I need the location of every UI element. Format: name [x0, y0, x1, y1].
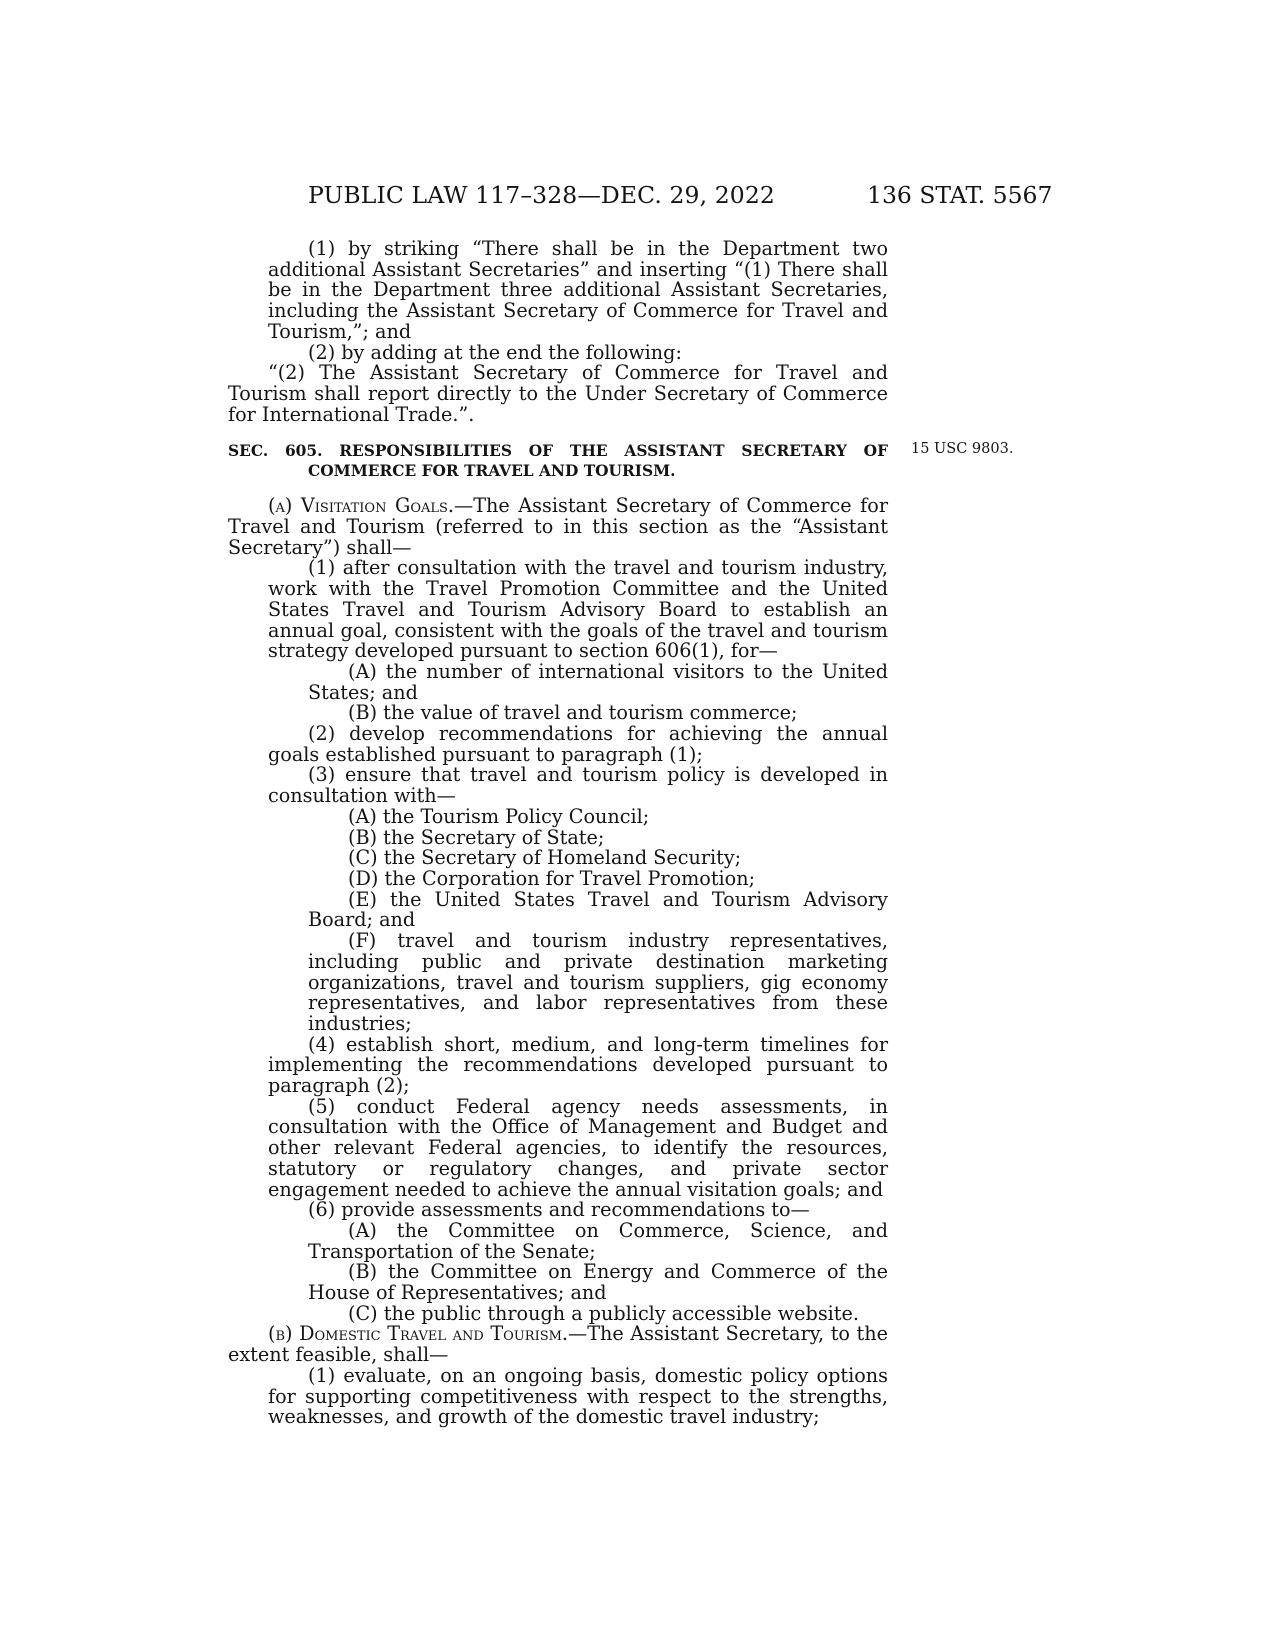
paragraph-a3: (3) ensure that travel and tourism policy is developed in consultation with—	[268, 763, 888, 808]
subparagraph-a6A: (A) the Committee on Commerce, Science, and Transportation of the Senate;	[308, 1218, 888, 1263]
subparagraph-a3E: (E) the United States Travel and Tourism Advisory Board; and	[308, 887, 888, 932]
subparagraph-a3D: (D) the Corporation for Travel Promotion;	[348, 866, 756, 890]
subparagraph-a6C: (C) the public through a publicly accessible website.	[348, 1301, 859, 1325]
subsection-b-text: —The Assistant Secretary, to the extent feasible, shall—	[228, 1322, 888, 1367]
amendment-paragraph-1: (1) by striking “There shall be in the Department two additional Assistant Secretaries” and inserting “(1) There shall be in the Department three additional Assistant Secretaries, including the Assistant Secretary of Commerce for Travel and Tourism,”; and	[268, 237, 888, 343]
stat-page-number: 136 STAT. 5567	[867, 181, 1053, 209]
statute-body	[228, 239, 888, 1428]
paragraph-a4: (4) establish short, medium, and long-term timelines for implementing the recommendations developed pursuant to paragraph (2);	[268, 1032, 888, 1098]
amendment-paragraph-2: (2) by adding at the end the following:	[308, 340, 682, 364]
section-heading: SEC. 605. RESPONSIBILITIES OF THE ASSISTANT SECRETARY OF COMMERCE FOR TRAVEL AND TOURISM.	[228, 442, 888, 481]
subparagraph-a3C: (C) the Secretary of Homeland Security;	[348, 846, 742, 870]
subparagraph-a3A: (A) the Tourism Policy Council;	[348, 804, 650, 828]
usc-margin-note: 15 USC 9803.	[911, 441, 1014, 457]
subsection-b-heading: (b) Domestic Travel and Tourism.	[268, 1322, 569, 1346]
subsection-a	[228, 496, 888, 558]
paragraph-a2: (2) develop recommendations for achieving the annual goals established pursuant to paragraph (1);	[268, 722, 888, 766]
paragraph-a5: (5) conduct Federal agency needs assessments, in consultation with the Office of Management and Budget and other relevant Federal agencies, to identify the resources, statutory or regulatory changes, and private sector engagement needed to achieve the annual visitation goals; and	[268, 1094, 888, 1201]
paragraph-a1: (1) after consultation with the travel and tourism industry, work with the Travel Promotion Committee and the United States Travel and Tourism Advisory Board to establish an annual goal, consistent with the goals of the travel and tourism strategy developed pursuant to section 606(1), for—	[268, 556, 888, 663]
subparagraph-a1A: (A) the number of international visitors to the United States; and	[308, 659, 888, 704]
subsection-a-text: —The Assistant Secretary of Commerce for Travel and Tourism (referred to in this section as the “Assistant Secretary”) shall—	[228, 494, 888, 559]
running-header-title: PUBLIC LAW 117–328—DEC. 29, 2022	[308, 181, 775, 209]
subsection-b	[228, 1324, 888, 1365]
subparagraph-a3B: (B) the Secretary of State;	[348, 825, 605, 849]
subparagraph-a1B: (B) the value of travel and tourism commerce;	[348, 701, 798, 725]
paragraph-b1: (1) evaluate, on an ongoing basis, domestic policy options for supporting competitiveness with respect to the strengths, weaknesses, and growth of the domestic travel industry;	[268, 1363, 888, 1429]
inserted-text: “(2) The Assistant Secretary of Commerce for Travel and Tourism shall report directly to the Under Secretary of Commerce for International Trade.”.	[228, 361, 888, 426]
subparagraph-a3F: (F) travel and tourism industry representatives, including public and private destination marketing organizations, travel and tourism suppliers, gig economy representatives, and labor representatives from these industries;	[308, 929, 888, 1035]
subsection-a-heading: (a) Visitation Goals.	[268, 494, 455, 518]
paragraph-a6: (6) provide assessments and recommendations to—	[308, 1198, 810, 1222]
subparagraph-a6B: (B) the Committee on Energy and Commerce of the House of Representatives; and	[308, 1260, 888, 1305]
